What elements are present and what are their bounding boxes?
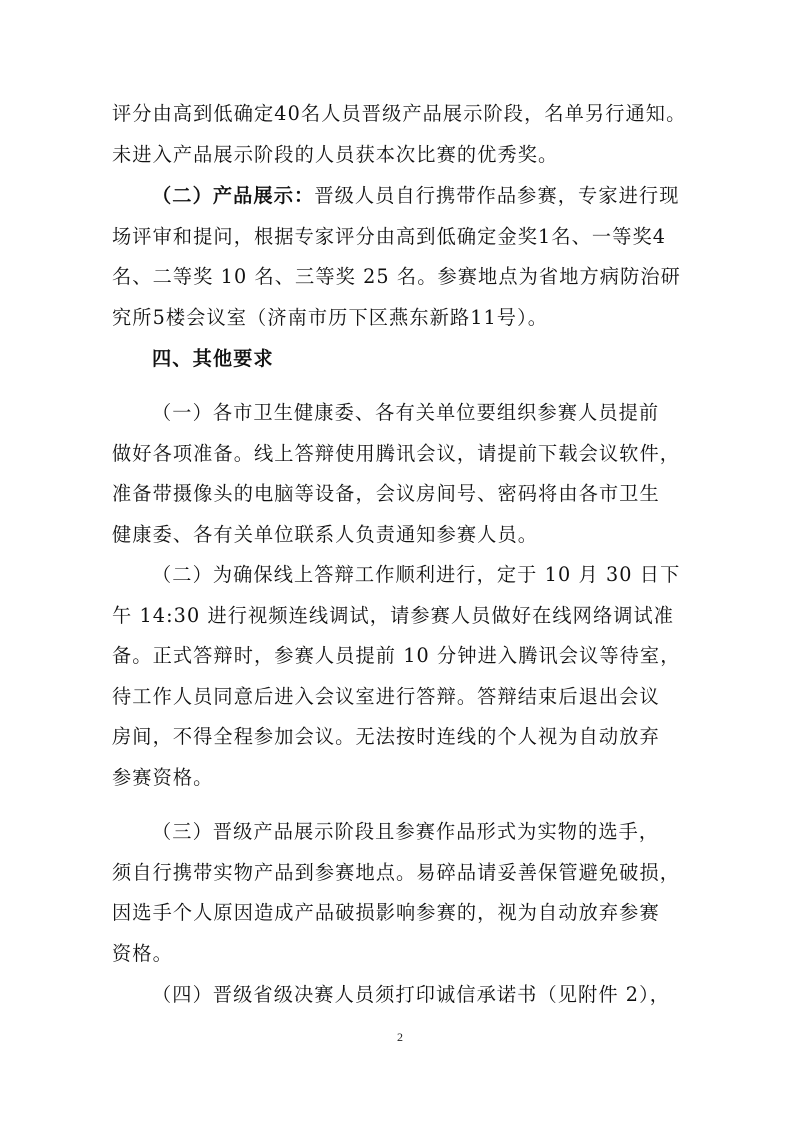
text-line: 房间，不得全程参加会议。无法按时连线的个人视为自动放弃	[112, 725, 660, 748]
text-line: 究所5楼会议室（济南市历下区燕东新路11号）。	[112, 305, 549, 329]
section-heading-other-requirements	[112, 339, 702, 380]
text-line: （四）晋级省级决赛人员须打印诚信承诺书（见附件 2），	[152, 983, 671, 1006]
paragraph-continuation	[112, 94, 702, 175]
text-span: 晋级人员自行携带作品参赛，专家进行现	[314, 184, 680, 207]
text-line: 评分由高到低确定40名人员晋级产品展示阶段，名单另行通知。	[112, 102, 687, 125]
paragraph-requirement-2	[112, 555, 702, 798]
text-line: （二）为确保线上答辩工作顺利进行，定于 10 月 30 日下	[152, 563, 681, 586]
section-lead: （二）产品展示：	[152, 184, 315, 207]
text-line: 备。正式答辩时，参赛人员提前 10 分钟进入腾讯会议等待室，	[112, 644, 681, 667]
page-number: 2	[397, 1030, 403, 1044]
text-line	[112, 176, 702, 217]
text-line: 参赛资格。	[112, 765, 214, 789]
text-line: 午 14:30 进行视频连线调试，请参赛人员做好在线网络调试准	[112, 603, 675, 627]
text-line: 名、二等奖 10 名、三等奖 25 名。参赛地点为省地方病防治研	[112, 265, 681, 288]
text-line: 做好各项准备。线上答辩使用腾讯会议，请提前下载会议软件，	[112, 441, 681, 465]
paragraph-requirement-3	[112, 812, 702, 974]
text-line: 准备带摄像头的电脑等设备，会议房间号、密码将由各市卫生	[112, 482, 660, 505]
text-line: 场评审和提问，根据专家评分由高到低确定金奖1名、一等奖4	[112, 224, 667, 248]
paragraph-product-display	[112, 176, 702, 338]
text-line: （一）各市卫生健康委、各有关单位要组织参赛人员提前	[152, 401, 660, 424]
paragraph-requirement-1	[112, 393, 702, 555]
text-line: 未进入产品展示阶段的人员获本次比赛的优秀奖。	[112, 142, 559, 166]
text-line: 须自行携带实物产品到参赛地点。易碎品请妥善保管避免破损，	[112, 860, 681, 884]
text-line: 待工作人员同意后进入会议室进行答辩。答辩结束后退出会议	[112, 684, 660, 708]
section-heading: 四、其他要求	[152, 347, 274, 370]
text-line: 健康委、各有关单位联系人负责通知参赛人员。	[112, 522, 539, 546]
paragraph-requirement-4	[112, 975, 702, 1016]
text-line: 资格。	[112, 941, 173, 965]
text-line: 因选手个人原因造成产品破损影响参赛的，视为自动放弃参赛	[112, 901, 660, 924]
text-line: （三）晋级产品展示阶段且参赛作品形式为实物的选手，	[152, 820, 660, 843]
